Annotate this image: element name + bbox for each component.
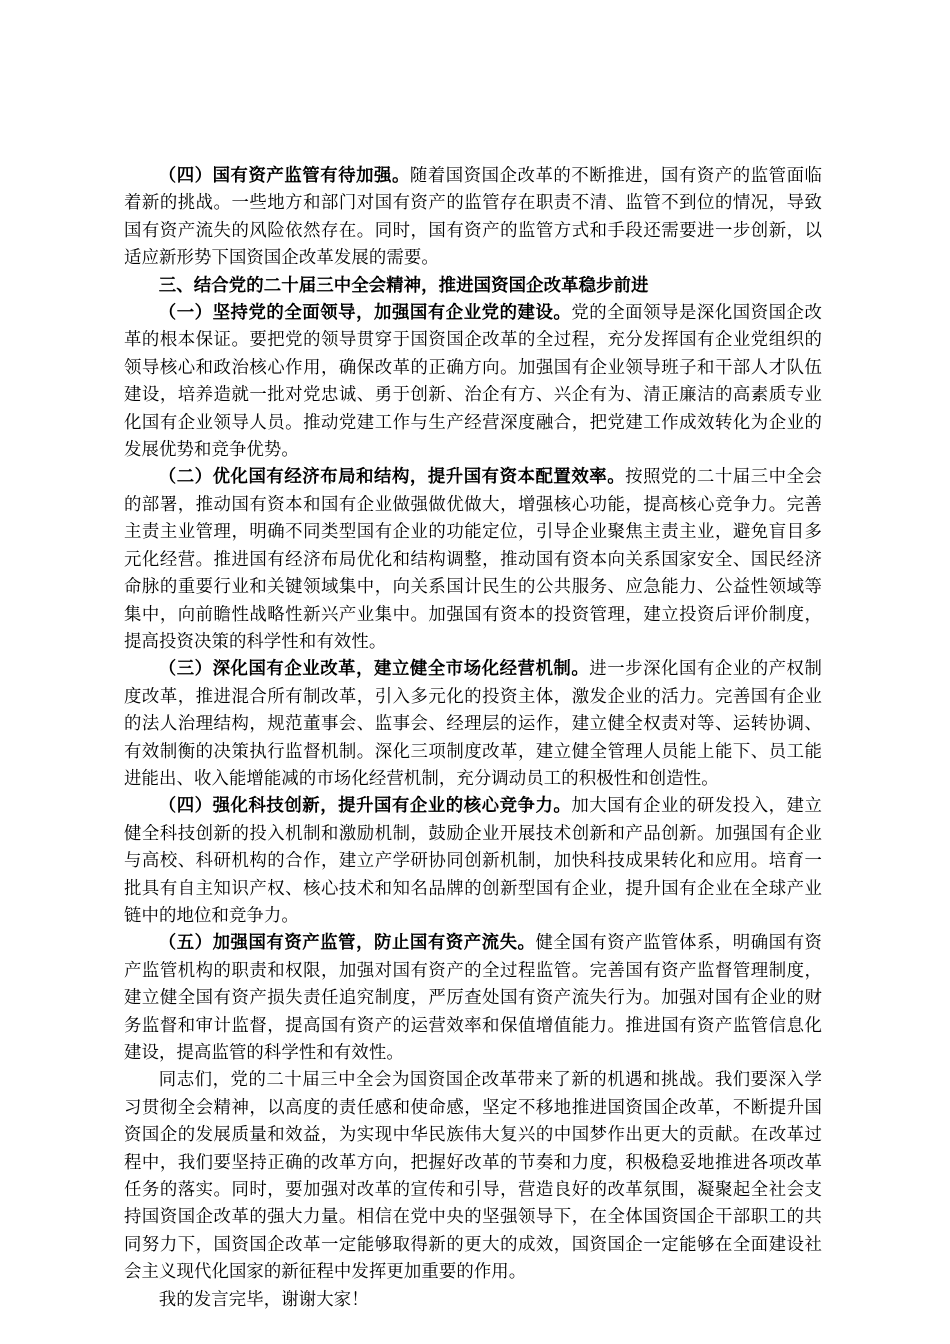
paragraph-lead: （三）深化国有企业改革，建立健全市场化经营机制。	[158, 659, 590, 680]
paragraph-text: 进一步深化国有企业的产权制度改革，推进混合所有制改革，引入多元化的投资主体，激发企业的活力。完善国有企业的法人治理结构，规范董事会、监事会、经理层的运作，建立健全权责对等、运转协调、有效制衡的决策执行监督机制。深化三项制度改革，建立健全管理人员能上能下、员工能进能出、收入能增能减的市场化经营机制，充分调动员工的积极性和创造性。	[124, 659, 822, 789]
paragraph-conclusion: 同志们，党的二十届三中全会为国资国企改革带来了新的机遇和挑战。我们要深入学习贯彻全会精神，以高度的责任感和使命感，坚定不移地推进国资国企改革，不断提升国资国企的发展质量和效益，为实现中华民族伟大复兴的中国梦作出更大的贡献。在改革过程中，我们要坚持正确的改革方向，把握好改革的节奏和力度，积极稳妥地推进各项改革任务的落实。同时，要加强对改革的宣传和引导，营造良好的改革氛围，凝聚起全社会支持国资国企改革的强大力量。相信在党中央的坚强领导下，在全体国资国企干部职工的共同努力下，国资国企改革一定能够取得新的更大的成效，国资国企一定能够在全面建设社会主义现代化国家的新征程中发挥更加重要的作用。	[124, 1070, 822, 1283]
paragraph-closing: 我的发言完毕，谢谢大家！	[158, 1289, 369, 1310]
paragraph-party-leadership	[124, 300, 822, 464]
paragraph-tech-innovation	[124, 793, 822, 930]
document-body	[124, 163, 822, 1314]
paragraph-text: 按照党的二十届三中全会的部署，推动国有资本和国有企业做强做优做大，增强核心功能，提高核心竞争力。完善主责主业管理，明确不同类型国有企业的功能定位，引导企业聚焦主责主业，避免盲目多元化经营。推进国有经济布局优化和结构调整，推动国有资本向关系国家安全、国民经济命脉的重要行业和关键领域集中，向关系国计民生的公共服务、应急能力、公益性领域等集中，向前瞻性战略性新兴产业集中。加强国有资本的投资管理，建立投资后评价制度，提高投资决策的科学性和有效性。	[124, 467, 822, 652]
paragraph-lead: （一）坚持党的全面领导，加强国有企业党的建设。	[158, 303, 572, 324]
paragraph-optimize-layout	[124, 464, 822, 656]
paragraph-text: 加大国有企业的研发投入，建立健全科技创新的投入机制和激励机制，鼓励企业开展技术创新和产品创新。加强国有企业与高校、科研机构的合作，建立产学研协同创新机制，加快科技成果转化和应用。培育一批具有自主知识产权、核心技术和知名品牌的创新型国有企业，提升国有企业在全球产业链中的地位和竞争力。	[124, 796, 822, 926]
paragraph-lead: （四）国有资产监管有待加强。	[158, 166, 410, 186]
paragraph-lead: （四）强化科技创新，提升国有企业的核心竞争力。	[158, 796, 572, 817]
paragraph-state-asset-supervision-issue	[124, 163, 822, 273]
paragraph-text: 党的全面领导是深化国资国企改革的根本保证。要把党的领导贯穿于国资国企改革的全过程，充分发挥国有企业党组织的领导核心和政治核心作用，确保改革的正确方向。加强国有企业领导班子和干部人才队伍建设，培养造就一批对党忠诚、勇于创新、治企有方、兴企有为、清正廉洁的高素质专业化国有企业领导人员。推动党建工作与生产经营深度融合，把党建工作成效转化为企业的发展优势和竞争优势。	[124, 303, 822, 461]
paragraph-text: 健全国有资产监管体系，明确国有资产监管机构的职责和权限，加强对国有资产的全过程监管。完善国有资产监督管理制度，建立健全国有资产损失责任追究制度，严厉查处国有资产流失行为。加强对国有企业的财务监督和审计监督，提高国有资产的运营效率和保值增值能力。推进国有资产监管信息化建设，提高监管的科学性和有效性。	[124, 933, 822, 1063]
paragraph-strengthen-supervision	[124, 930, 822, 1067]
paragraph-deepen-reform	[124, 656, 822, 793]
paragraph-lead: （二）优化国有经济布局和结构，提升国有资本配置效率。	[158, 467, 626, 488]
section-heading-three: 三、结合党的二十届三中全会精神，推进国资国企改革稳步前进	[158, 275, 649, 296]
paragraph-lead: （五）加强国有资产监管，防止国有资产流失。	[158, 933, 536, 954]
paragraph-text: 随着国资国企改革的不断推进，国有资产的监管面临着新的挑战。一些地方和部门对国有资产的监管存在职责不清、监管不到位的情况，导致国有资产流失的风险依然存在。同时，国有资产的监管方式和手段还需要进一步创新，以适应新形势下国资国企改革发展的需要。	[124, 166, 822, 269]
